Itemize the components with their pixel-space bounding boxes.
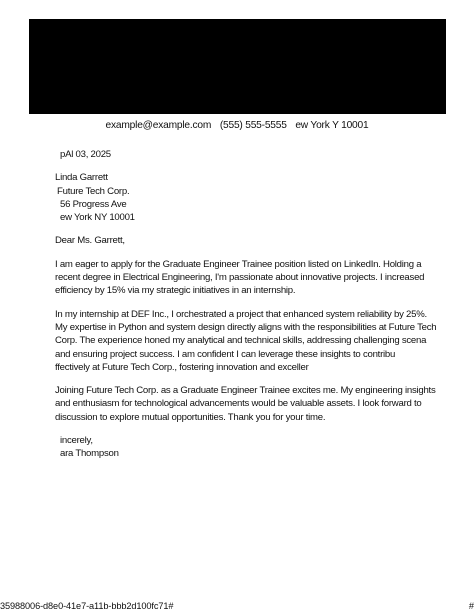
recipient-company: Future Tech Corp. — [57, 185, 130, 197]
paragraph-line: and ensuring project success. I am confident I can leverage these insights to contribu — [55, 348, 396, 360]
paragraph-line: I am eager to apply for the Graduate Engineer Trainee position listed on LinkedIn. Holding a — [55, 258, 422, 270]
contact-email: example@example.com — [105, 120, 212, 131]
letter-date: pAl 03, 2025 — [60, 149, 111, 160]
paragraph-3 — [55, 384, 448, 424]
signature-name: ara Thompson — [60, 448, 119, 460]
paragraph-line: In my internship at DEF Inc., I orchestrated a project that enhanced system reliability by 25%. — [55, 308, 427, 320]
paragraph-line: My expertise in Python and system design directly aligns with the responsibilities at Future Tech — [55, 321, 437, 333]
contact-phone: (555) 555-5555 — [219, 120, 287, 131]
contact-line — [0, 120, 474, 131]
paragraph-line: and enthusiasm for technological advancements would be valuable assets. I look forward to — [55, 398, 422, 410]
recipient-name: Linda Garrett — [55, 172, 108, 184]
document-id: 35988006-d8e0-41e7-a11b-bbb2d100fc71# — [0, 601, 174, 611]
paragraph-line: Corp. The experience honed my analytical and technical skills, addressing challenging scena — [55, 335, 427, 347]
paragraph-line: efficiency by 15% via my strategic initiatives in an internship. — [55, 285, 296, 297]
recipient-city: ew York NY 10001 — [60, 212, 135, 224]
paragraph-2 — [55, 308, 448, 374]
page-marker: # — [468, 601, 474, 611]
salutation: Dear Ms. Garrett, — [55, 235, 125, 247]
letter-body — [55, 148, 448, 461]
paragraph-line: ffectively at Future Tech Corp., fostering innovation and exceller — [55, 361, 309, 373]
recipient-street: 56 Progress Ave — [60, 198, 127, 210]
closing-block — [55, 434, 448, 461]
contact-location: ew York Y 10001 — [295, 120, 369, 131]
paragraph-line: recent degree in Electrical Engineering, I'm passionate about innovative projects. I increased — [55, 272, 425, 284]
paragraph-line: discussion to explore mutual opportunities. Thank you for your time. — [55, 411, 326, 423]
recipient-block — [55, 171, 448, 224]
closing: incerely, — [60, 435, 93, 447]
paragraph-1 — [55, 258, 448, 298]
redacted-header-block — [29, 19, 446, 114]
paragraph-line: Joining Future Tech Corp. as a Graduate Engineer Trainee excites me. My engineering insights — [55, 385, 436, 397]
